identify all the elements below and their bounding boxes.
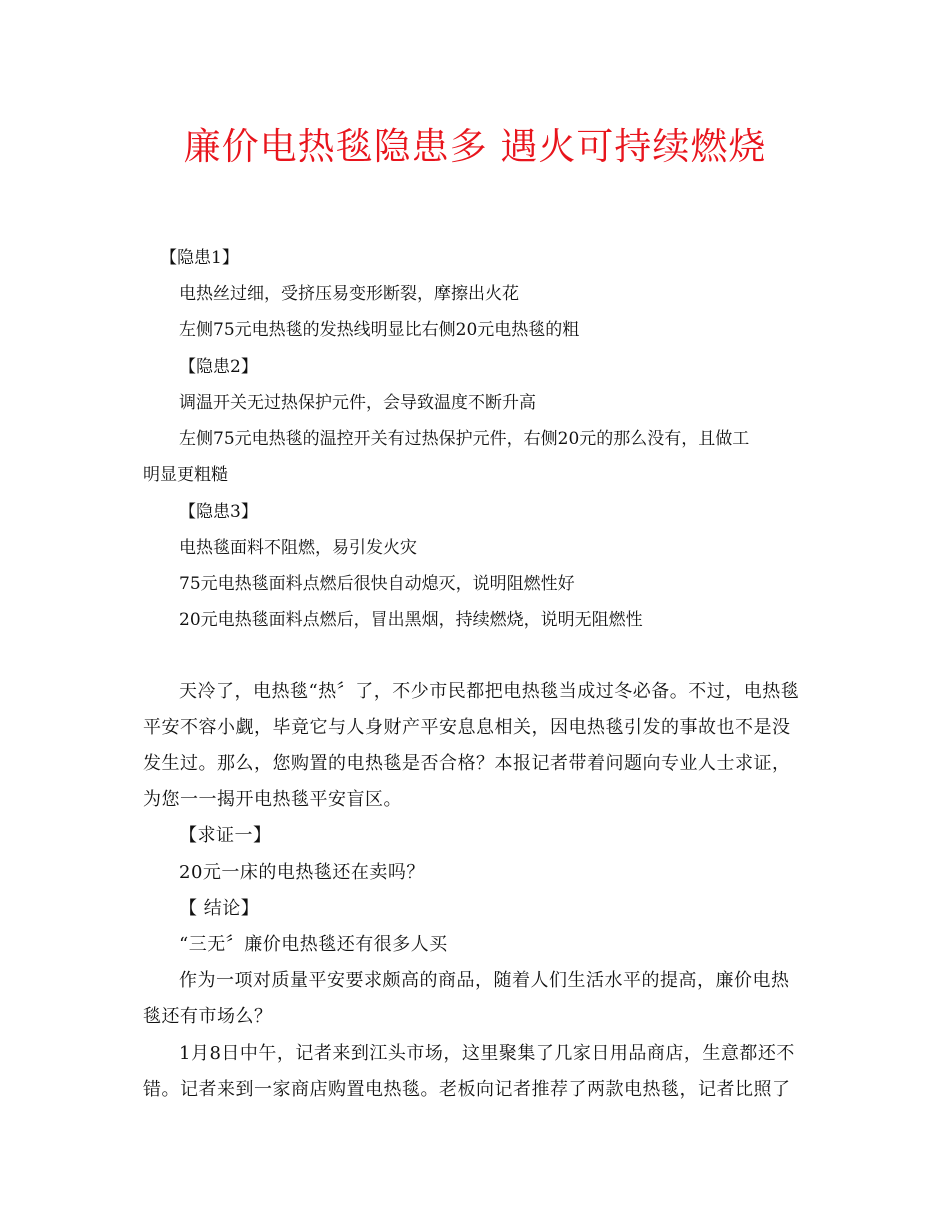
hazard-3-line-3: 20元电热毯面料点燃后，冒出黑烟，持续燃烧，说明无阻燃性 [179, 610, 643, 630]
intro-line-2: 平安不容小觑，毕竟它与人身财产平安息息相关，因电热毯引发的事故也不是没 [143, 717, 791, 738]
intro-line-4: 为您一一揭开电热毯平安盲区。 [143, 789, 402, 810]
verify-1-heading: 【求证一】 [179, 825, 272, 846]
intro-line-3: 发生过。那么，您购置的电热毯是否合格？本报记者带着问题向专业人士求证， [143, 753, 791, 774]
document-title: 廉价电热毯隐患多 遇火可持续燃烧 [183, 125, 767, 168]
hazard-1-line-1: 电热丝过细，受挤压易变形断裂，摩擦出火花 [179, 284, 519, 304]
verify-1-question: 20元一床的电热毯还在卖吗？ [179, 862, 425, 883]
paragraph-1-line-1: 作为一项对质量平安要求颇高的商品，随着人们生活水平的提高，廉价电热 [179, 970, 790, 991]
hazard-2-line-3: 明显更粗糙 [143, 465, 228, 485]
hazard-3-heading: 【隐患3】 [179, 502, 258, 522]
hazard-1-line-2: 左侧75元电热毯的发热线明显比右侧20元电热毯的粗 [179, 320, 580, 340]
verify-1-conclusion: “三无〞廉价电热毯还有很多人买 [179, 934, 448, 955]
intro-line-1: 天冷了，电热毯“热〞了，不少市民都把电热毯当成过冬必备。不过，电热毯 [179, 681, 800, 702]
paragraph-2-line-2: 错。记者来到一家商店购置电热毯。老板向记者推荐了两款电热毯，记者比照了 [143, 1079, 791, 1100]
hazard-2-heading: 【隐患2】 [179, 357, 258, 377]
hazard-2-line-2: 左侧75元电热毯的温控开关有过热保护元件，右侧20元的那么没有，且做工 [179, 429, 750, 449]
hazard-3-line-2: 75元电热毯面料点燃后很快自动熄灭，说明阻燃性好 [179, 574, 575, 594]
paragraph-1-line-2: 毯还有市场么？ [143, 1006, 273, 1027]
hazard-3-line-1: 电热毯面料不阻燃，易引发火灾 [179, 538, 417, 558]
hazard-1-heading: 【隐患1】 [160, 248, 239, 268]
paragraph-2-line-1: 1月8日中午，记者来到江头市场，这里聚集了几家日用品商店，生意都还不 [179, 1043, 795, 1064]
hazard-2-line-1: 调温开关无过热保护元件，会导致温度不断升高 [179, 393, 536, 413]
verify-1-conclusion-heading: 【 结论】 [179, 898, 260, 919]
